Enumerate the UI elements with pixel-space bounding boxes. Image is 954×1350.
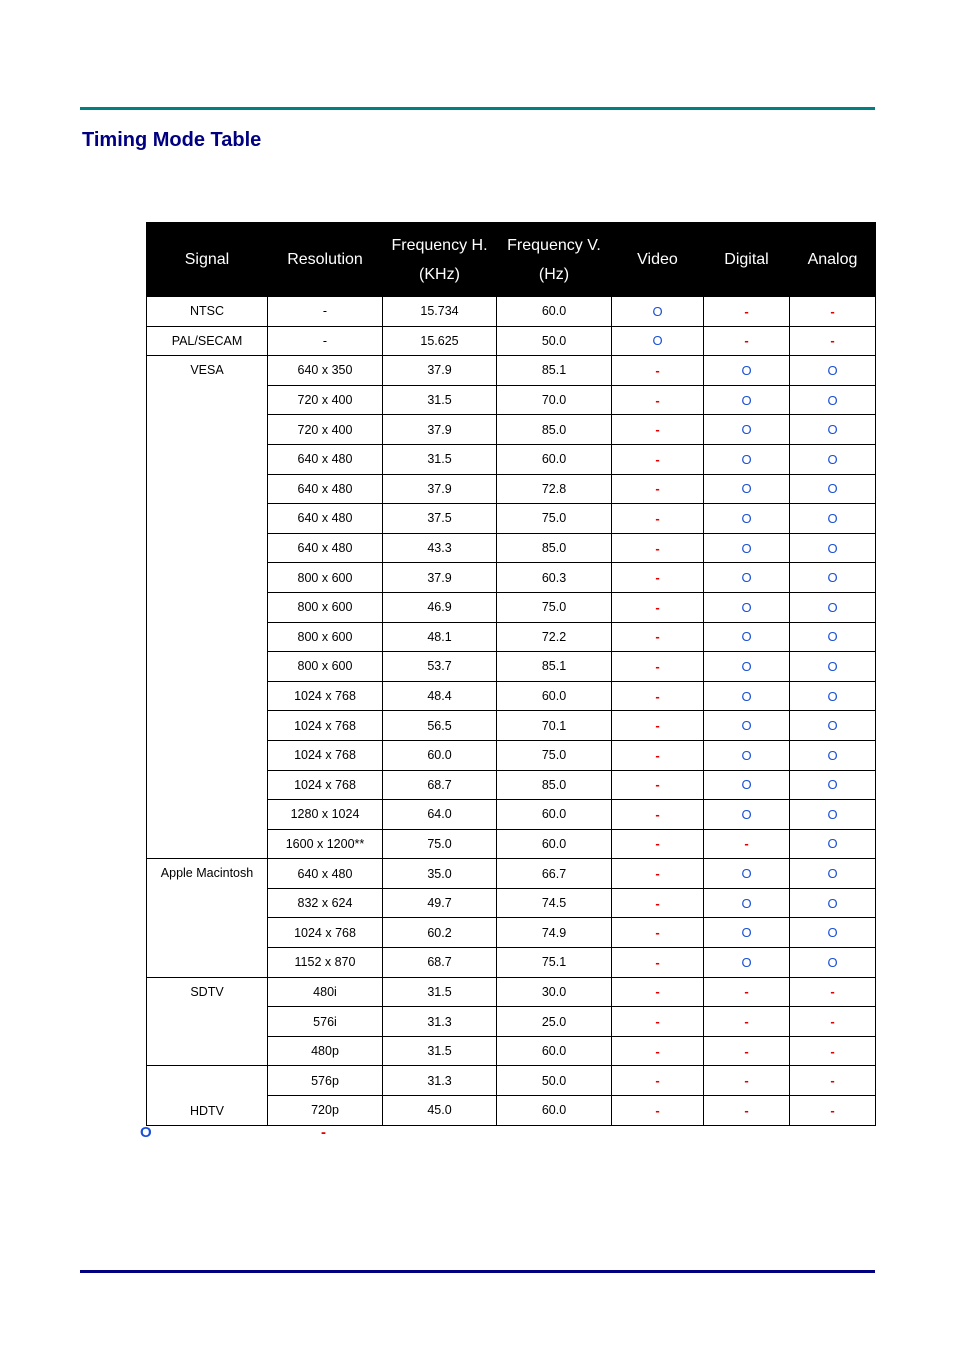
video-support-cell: [612, 444, 704, 474]
digital-support-cell: [704, 504, 790, 534]
supported-mark: O: [827, 481, 838, 497]
freq-h-cell: 68.7: [383, 770, 497, 800]
unsupported-mark: -: [744, 836, 749, 852]
analog-support-cell: [790, 918, 876, 948]
freq-h-cell: 46.9: [383, 592, 497, 622]
unsupported-mark: -: [655, 362, 660, 378]
video-support-cell: [612, 474, 704, 504]
supported-mark: O: [827, 688, 838, 704]
resolution-cell: 640 x 480: [268, 504, 383, 534]
unsupported-mark: -: [744, 984, 749, 1000]
unsupported-mark: -: [830, 1102, 835, 1118]
unsupported-mark: -: [655, 866, 660, 882]
freq-v-cell: 75.0: [497, 504, 612, 534]
freq-v-cell: 70.1: [497, 711, 612, 741]
supported-mark: O: [741, 658, 752, 674]
freq-h-cell: 15.734: [383, 297, 497, 327]
resolution-cell: 640 x 480: [268, 444, 383, 474]
supported-mark: O: [827, 658, 838, 674]
analog-support-cell: [790, 888, 876, 918]
header-analog: Analog: [790, 223, 876, 297]
freq-v-cell: 75.0: [497, 740, 612, 770]
unsupported-mark: -: [830, 1073, 835, 1089]
unsupported-mark: -: [655, 451, 660, 467]
analog-support-cell: [790, 711, 876, 741]
digital-support-cell: [704, 918, 790, 948]
analog-support-cell: [790, 356, 876, 386]
resolution-cell: -: [268, 326, 383, 356]
supported-mark: O: [741, 422, 752, 438]
supported-mark: O: [741, 777, 752, 793]
legend-unsupported-symbol: -: [321, 1124, 326, 1141]
freq-h-cell: 35.0: [383, 859, 497, 889]
video-support-cell: [612, 563, 704, 593]
video-support-cell: [612, 326, 704, 356]
supported-mark: O: [741, 362, 752, 378]
header-digital: Digital: [704, 223, 790, 297]
table-body: [147, 297, 876, 1126]
top-rule: [80, 107, 875, 110]
digital-support-cell: [704, 652, 790, 682]
resolution-cell: 480i: [268, 977, 383, 1007]
analog-support-cell: [790, 740, 876, 770]
supported-mark: O: [652, 303, 663, 319]
supported-mark: O: [741, 599, 752, 615]
video-support-cell: [612, 652, 704, 682]
digital-support-cell: [704, 533, 790, 563]
resolution-cell: 640 x 480: [268, 533, 383, 563]
freq-v-cell: 74.5: [497, 888, 612, 918]
analog-support-cell: [790, 681, 876, 711]
digital-support-cell: [704, 711, 790, 741]
digital-support-cell: [704, 1007, 790, 1037]
supported-mark: O: [827, 422, 838, 438]
video-support-cell: [612, 356, 704, 386]
freq-v-cell: 72.8: [497, 474, 612, 504]
digital-support-cell: [704, 1096, 790, 1126]
legend-supported-symbol: O: [140, 1124, 152, 1141]
video-support-cell: [612, 385, 704, 415]
freq-v-cell: 74.9: [497, 918, 612, 948]
freq-h-cell: 31.3: [383, 1007, 497, 1037]
resolution-cell: 1024 x 768: [268, 740, 383, 770]
freq-h-cell: 60.0: [383, 740, 497, 770]
analog-support-cell: [790, 652, 876, 682]
freq-h-cell: 31.3: [383, 1066, 497, 1096]
unsupported-mark: -: [655, 747, 660, 763]
digital-support-cell: [704, 948, 790, 978]
resolution-cell: 720p: [268, 1096, 383, 1126]
resolution-cell: 576p: [268, 1066, 383, 1096]
freq-h-cell: 31.5: [383, 1036, 497, 1066]
supported-mark: O: [827, 451, 838, 467]
freq-v-cell: 60.0: [497, 444, 612, 474]
analog-support-cell: [790, 326, 876, 356]
unsupported-mark: -: [655, 1014, 660, 1030]
freq-v-cell: 85.1: [497, 652, 612, 682]
video-support-cell: [612, 1036, 704, 1066]
video-support-cell: [612, 977, 704, 1007]
freq-h-cell: 37.5: [383, 504, 497, 534]
freq-v-cell: 50.0: [497, 326, 612, 356]
freq-v-cell: 85.1: [497, 356, 612, 386]
supported-mark: O: [741, 688, 752, 704]
freq-v-cell: 75.0: [497, 592, 612, 622]
video-support-cell: [612, 504, 704, 534]
unsupported-mark: -: [655, 510, 660, 526]
supported-mark: O: [741, 747, 752, 763]
analog-support-cell: [790, 859, 876, 889]
analog-support-cell: [790, 800, 876, 830]
signal-cell: VESA: [147, 356, 268, 859]
freq-v-cell: 85.0: [497, 533, 612, 563]
freq-h-cell: 45.0: [383, 1096, 497, 1126]
resolution-cell: 640 x 480: [268, 474, 383, 504]
unsupported-mark: -: [655, 481, 660, 497]
header-frequency-h: [383, 223, 497, 297]
supported-mark: O: [741, 895, 752, 911]
unsupported-mark: -: [655, 806, 660, 822]
supported-mark: O: [827, 392, 838, 408]
digital-support-cell: [704, 474, 790, 504]
unsupported-mark: -: [744, 1102, 749, 1118]
page-title: Timing Mode Table: [82, 129, 262, 151]
video-support-cell: [612, 918, 704, 948]
supported-mark: O: [741, 866, 752, 882]
freq-v-cell: 60.0: [497, 297, 612, 327]
supported-mark: O: [827, 747, 838, 763]
digital-support-cell: [704, 829, 790, 859]
analog-support-cell: [790, 622, 876, 652]
digital-support-cell: [704, 415, 790, 445]
video-support-cell: [612, 1007, 704, 1037]
video-support-cell: [612, 297, 704, 327]
unsupported-mark: -: [655, 1102, 660, 1118]
freq-h-cell: 49.7: [383, 888, 497, 918]
freq-h-cell: 15.625: [383, 326, 497, 356]
freq-h-cell: 68.7: [383, 948, 497, 978]
freq-v-cell: 85.0: [497, 770, 612, 800]
analog-support-cell: [790, 385, 876, 415]
analog-support-cell: [790, 504, 876, 534]
video-support-cell: [612, 1066, 704, 1096]
digital-support-cell: [704, 356, 790, 386]
freq-h-cell: 56.5: [383, 711, 497, 741]
freq-h-cell: 37.9: [383, 415, 497, 445]
digital-support-cell: [704, 385, 790, 415]
analog-support-cell: [790, 948, 876, 978]
digital-support-cell: [704, 800, 790, 830]
header-frequency-v-line1: Frequency V.: [507, 236, 601, 254]
supported-mark: O: [827, 836, 838, 852]
unsupported-mark: -: [830, 984, 835, 1000]
supported-mark: O: [741, 392, 752, 408]
freq-h-cell: 53.7: [383, 652, 497, 682]
supported-mark: O: [827, 866, 838, 882]
analog-support-cell: [790, 1066, 876, 1096]
freq-v-cell: 50.0: [497, 1066, 612, 1096]
digital-support-cell: [704, 622, 790, 652]
unsupported-mark: -: [830, 333, 835, 349]
supported-mark: O: [741, 510, 752, 526]
table-row: [147, 1066, 876, 1096]
unsupported-mark: -: [655, 422, 660, 438]
video-support-cell: [612, 888, 704, 918]
unsupported-mark: -: [655, 1043, 660, 1059]
resolution-cell: 800 x 600: [268, 622, 383, 652]
digital-support-cell: [704, 297, 790, 327]
freq-v-cell: 60.0: [497, 681, 612, 711]
freq-v-cell: 66.7: [497, 859, 612, 889]
video-support-cell: [612, 800, 704, 830]
resolution-cell: 800 x 600: [268, 652, 383, 682]
supported-mark: O: [827, 540, 838, 556]
unsupported-mark: -: [655, 925, 660, 941]
table-row: [147, 977, 876, 1007]
freq-h-cell: 31.5: [383, 977, 497, 1007]
digital-support-cell: [704, 592, 790, 622]
analog-support-cell: [790, 533, 876, 563]
freq-h-cell: 31.5: [383, 444, 497, 474]
supported-mark: O: [827, 570, 838, 586]
supported-mark: O: [827, 806, 838, 822]
video-support-cell: [612, 1096, 704, 1126]
freq-v-cell: 30.0: [497, 977, 612, 1007]
freq-h-cell: 37.9: [383, 474, 497, 504]
unsupported-mark: -: [655, 688, 660, 704]
supported-mark: O: [741, 718, 752, 734]
resolution-cell: -: [268, 297, 383, 327]
analog-support-cell: [790, 977, 876, 1007]
resolution-cell: 1280 x 1024: [268, 800, 383, 830]
supported-mark: O: [827, 599, 838, 615]
digital-support-cell: [704, 563, 790, 593]
analog-support-cell: [790, 297, 876, 327]
video-support-cell: [612, 711, 704, 741]
unsupported-mark: -: [655, 984, 660, 1000]
digital-support-cell: [704, 859, 790, 889]
resolution-cell: 1024 x 768: [268, 681, 383, 711]
unsupported-mark: -: [744, 303, 749, 319]
supported-mark: O: [827, 925, 838, 941]
supported-mark: O: [741, 629, 752, 645]
table-row: [147, 297, 876, 327]
unsupported-mark: -: [655, 392, 660, 408]
freq-h-cell: 48.1: [383, 622, 497, 652]
unsupported-mark: -: [830, 1014, 835, 1030]
resolution-cell: 640 x 480: [268, 859, 383, 889]
header-video: Video: [612, 223, 704, 297]
table-row: [147, 326, 876, 356]
digital-support-cell: [704, 977, 790, 1007]
supported-mark: O: [827, 718, 838, 734]
supported-mark: O: [827, 362, 838, 378]
freq-h-cell: 43.3: [383, 533, 497, 563]
resolution-cell: 800 x 600: [268, 592, 383, 622]
unsupported-mark: -: [744, 1073, 749, 1089]
resolution-cell: 1152 x 870: [268, 948, 383, 978]
table-header-row: [147, 223, 876, 297]
timing-mode-table: [146, 222, 876, 1126]
digital-support-cell: [704, 444, 790, 474]
analog-support-cell: [790, 474, 876, 504]
freq-v-cell: 60.0: [497, 829, 612, 859]
analog-support-cell: [790, 1007, 876, 1037]
digital-support-cell: [704, 326, 790, 356]
analog-support-cell: [790, 829, 876, 859]
unsupported-mark: -: [655, 836, 660, 852]
resolution-cell: 1024 x 768: [268, 770, 383, 800]
supported-mark: O: [741, 540, 752, 556]
supported-mark: O: [827, 954, 838, 970]
analog-support-cell: [790, 444, 876, 474]
table-row: [147, 356, 876, 386]
resolution-cell: 800 x 600: [268, 563, 383, 593]
unsupported-mark: -: [744, 1014, 749, 1030]
supported-mark: O: [827, 510, 838, 526]
supported-mark: O: [741, 481, 752, 497]
digital-support-cell: [704, 770, 790, 800]
unsupported-mark: -: [655, 895, 660, 911]
unsupported-mark: -: [655, 629, 660, 645]
freq-v-cell: 60.3: [497, 563, 612, 593]
unsupported-mark: -: [744, 1043, 749, 1059]
video-support-cell: [612, 592, 704, 622]
resolution-cell: 720 x 400: [268, 415, 383, 445]
resolution-cell: 832 x 624: [268, 888, 383, 918]
freq-h-cell: 60.2: [383, 918, 497, 948]
digital-support-cell: [704, 888, 790, 918]
unsupported-mark: -: [655, 954, 660, 970]
header-frequency-h-line2: (KHz): [419, 265, 460, 283]
analog-support-cell: [790, 563, 876, 593]
freq-v-cell: 60.0: [497, 1096, 612, 1126]
supported-mark: O: [741, 451, 752, 467]
freq-v-cell: 25.0: [497, 1007, 612, 1037]
header-frequency-v: [497, 223, 612, 297]
freq-h-cell: 48.4: [383, 681, 497, 711]
supported-mark: O: [741, 570, 752, 586]
analog-support-cell: [790, 415, 876, 445]
video-support-cell: [612, 859, 704, 889]
supported-mark: O: [741, 806, 752, 822]
freq-v-cell: 60.0: [497, 1036, 612, 1066]
supported-mark: O: [741, 925, 752, 941]
table-row: [147, 859, 876, 889]
freq-h-cell: 37.9: [383, 356, 497, 386]
freq-v-cell: 70.0: [497, 385, 612, 415]
resolution-cell: 1024 x 768: [268, 918, 383, 948]
video-support-cell: [612, 681, 704, 711]
header-resolution: Resolution: [268, 223, 383, 297]
freq-v-cell: 85.0: [497, 415, 612, 445]
resolution-cell: 576i: [268, 1007, 383, 1037]
unsupported-mark: -: [655, 1073, 660, 1089]
unsupported-mark: -: [655, 540, 660, 556]
header-signal: Signal: [147, 223, 268, 297]
analog-support-cell: [790, 1036, 876, 1066]
signal-cell: NTSC: [147, 297, 268, 327]
video-support-cell: [612, 740, 704, 770]
supported-mark: O: [652, 333, 663, 349]
digital-support-cell: [704, 1066, 790, 1096]
signal-cell: Apple Macintosh: [147, 859, 268, 977]
unsupported-mark: -: [655, 570, 660, 586]
digital-support-cell: [704, 740, 790, 770]
freq-v-cell: 75.1: [497, 948, 612, 978]
unsupported-mark: -: [655, 718, 660, 734]
unsupported-mark: -: [655, 599, 660, 615]
freq-h-cell: 31.5: [383, 385, 497, 415]
video-support-cell: [612, 622, 704, 652]
freq-v-cell: 72.2: [497, 622, 612, 652]
supported-mark: O: [741, 954, 752, 970]
freq-v-cell: 60.0: [497, 800, 612, 830]
supported-mark: O: [827, 895, 838, 911]
unsupported-mark: -: [830, 303, 835, 319]
supported-mark: O: [827, 777, 838, 793]
video-support-cell: [612, 415, 704, 445]
signal-cell: SDTV: [147, 977, 268, 1066]
analog-support-cell: [790, 592, 876, 622]
unsupported-mark: -: [655, 777, 660, 793]
digital-support-cell: [704, 681, 790, 711]
freq-h-cell: 37.9: [383, 563, 497, 593]
signal-cell: PAL/SECAM: [147, 326, 268, 356]
bottom-rule: [80, 1270, 875, 1273]
unsupported-mark: -: [830, 1043, 835, 1059]
header-frequency-h-line1: Frequency H.: [391, 236, 488, 254]
video-support-cell: [612, 770, 704, 800]
resolution-cell: 720 x 400: [268, 385, 383, 415]
unsupported-mark: -: [744, 333, 749, 349]
resolution-cell: 480p: [268, 1036, 383, 1066]
freq-h-cell: 64.0: [383, 800, 497, 830]
resolution-cell: 1024 x 768: [268, 711, 383, 741]
resolution-cell: 1600 x 1200**: [268, 829, 383, 859]
supported-mark: O: [827, 629, 838, 645]
signal-cell: HDTV: [147, 1066, 268, 1125]
analog-support-cell: [790, 1096, 876, 1126]
freq-h-cell: 75.0: [383, 829, 497, 859]
video-support-cell: [612, 948, 704, 978]
resolution-cell: 640 x 350: [268, 356, 383, 386]
unsupported-mark: -: [655, 658, 660, 674]
digital-support-cell: [704, 1036, 790, 1066]
header-frequency-v-line2: (Hz): [538, 265, 570, 283]
analog-support-cell: [790, 770, 876, 800]
video-support-cell: [612, 533, 704, 563]
video-support-cell: [612, 829, 704, 859]
